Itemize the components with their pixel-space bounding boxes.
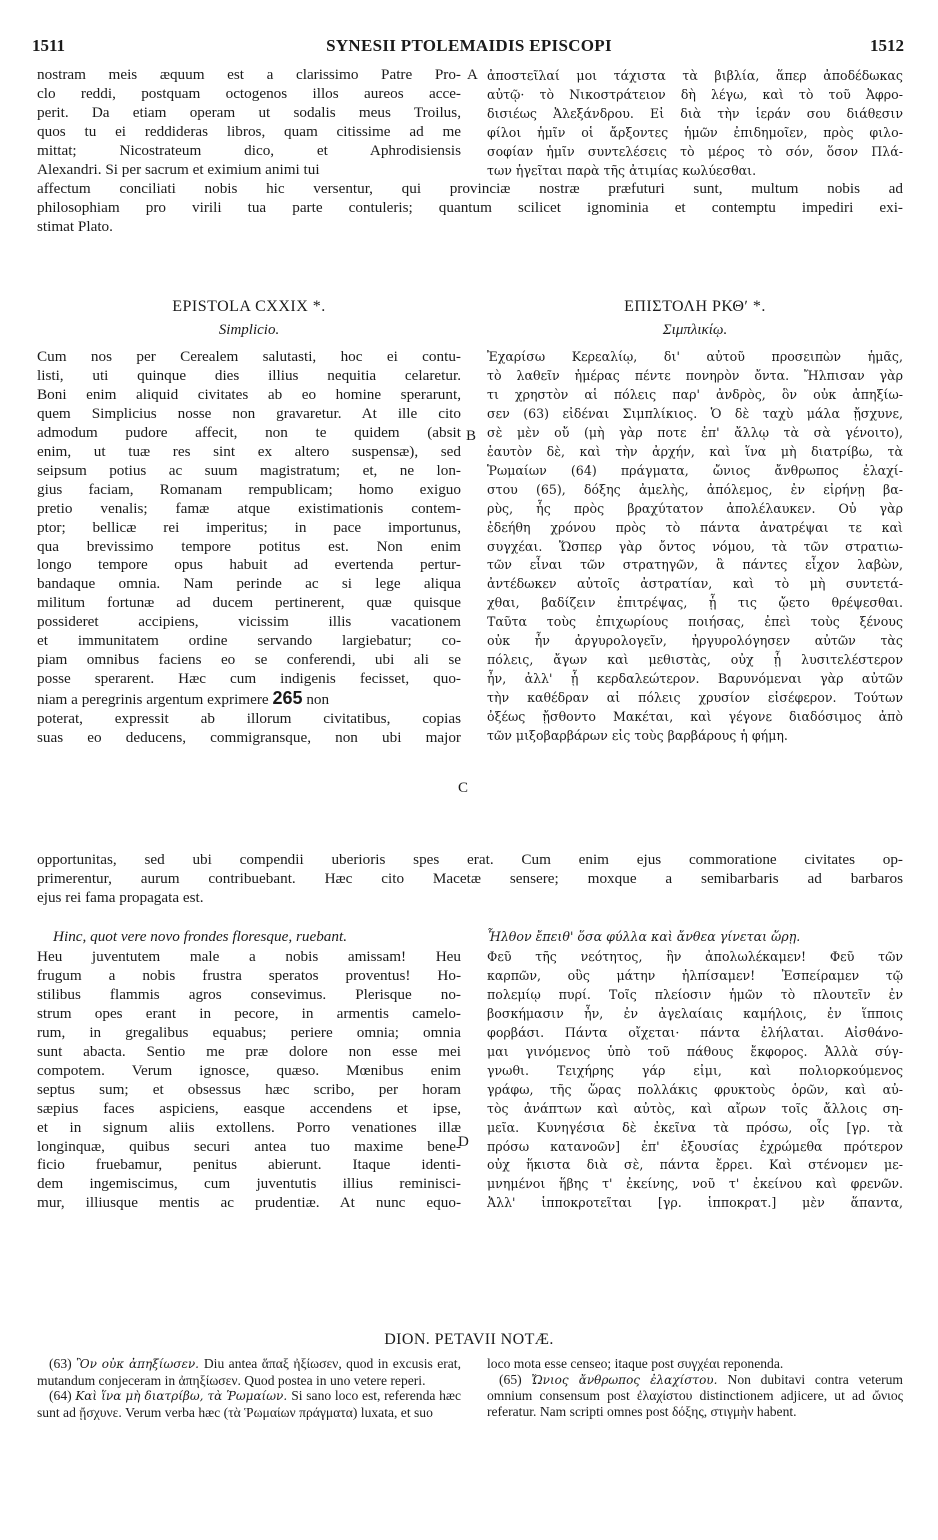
greek-body-line: τὸ λαθεῖν ἡμέρας πέντε πονηρὸν ὄντα. Ἤλπισαν γὰρ <box>487 367 903 383</box>
latin-body-line: piam omnibus faciens eo se conferendi, ubi ali se <box>37 651 461 669</box>
verse-latin: Hinc, quot vere novo frondes floresque, ruebant. <box>53 928 347 945</box>
latin-body-line: listi, uti quinque dies illius nequitia celaretur. <box>37 366 461 384</box>
latin-body-line: ptor; bellicæ rei imperitus; in pace importunus, <box>37 518 461 536</box>
top-greek-column <box>487 67 903 181</box>
greek-body-column <box>487 348 903 746</box>
greek-body-line: ρὺς, ἧς πρὸς βραχύτατον ἀπολέλαυκεν. Οὐ γὰρ <box>487 500 903 516</box>
top-latin-full-width <box>37 180 903 237</box>
epistola-greek-heading: ΕΠΙΣΤΟΛΗ ΡΚΘʹ *. <box>624 298 766 315</box>
running-header <box>0 36 938 60</box>
latin-body-line: quem Simplicius nosse non gravaretur. At ille cito <box>37 404 461 422</box>
latin-body2-line: longinquæ, quibus securi antea tuo maxime bene- <box>37 1137 461 1155</box>
top-greek-line: σοφίαν ἡμῖν συντελέσεις τὸ μέρος τὸ σόν, ὅσον Πλά- <box>487 143 903 159</box>
top-latin-line: mittat; Nicostrateum dico, et Aphrodisiensis <box>37 141 461 159</box>
top-greek-line: αὐτῷ· τὸ Νικοστράτειον δὴ λέγω, καὶ τὸ τοῦ Ἀφρο- <box>487 86 903 102</box>
greek-body-line: τὴν καθέδραν αἱ πόλεις χρυσίον εἰσέφερον. Τούτων <box>487 690 903 706</box>
notes-left-column <box>37 1356 461 1420</box>
greek-body-line: ἐδεήθη χρόνου πρὸς τὸ πάντα ἀνατρέψαι τε καὶ <box>487 519 903 535</box>
greek-body2-line: οὐχ ἥκιστα διὰ σὲ, πάντα ἔρρει. Καὶ στένομεν με- <box>487 1157 903 1173</box>
latin-body2-column <box>37 948 461 1213</box>
latin-body2-line: Heu juventutem male a nobis amissam! Heu <box>37 948 461 965</box>
latin-body2-line: mur, illiusque mentis ac prudentiæ. At nunc equo- <box>37 1194 461 1212</box>
margin-mark-B: B <box>466 428 477 444</box>
greek-body-line: Ταῦτα τοὺς ἐπιχωρίους ποιήσας, ἐπεὶ τοὺς ξένους <box>487 614 903 630</box>
latin-body-line: posse sperarent. Hæc cum indigenis fecisset, quo- <box>37 670 461 688</box>
latin-body2-line: et in signum aliis extollens. Porro venationes illæ <box>37 1118 461 1136</box>
latin-body2-line: sunt abacta. Sentio me præ dolore non esse mei <box>37 1042 461 1060</box>
greek-body-line: στου (65), δόξης ἀμελὴς, ἀπόλεμος, ἐν εἰρήνῃ βα- <box>487 481 903 497</box>
latin-full-middle-line: opportunitas, sed ubi compendii uberioris spes erat. Cum enim ejus commoratione civitates op- <box>37 851 903 868</box>
greek-body-line: σεν (63) εἰδέναι Σιμπλίκιος. Ὁ δὲ ταχὺ μάλα ᾔσχυνε, <box>487 405 903 421</box>
note-text: Non dubitavi contra veterum omnium consensum post ἐλαχίστου distinctionem adjicere, ut ad ὤνιος referatur. Nam scripti omnes post δόξης, στιγμὴν habent. <box>487 1371 903 1419</box>
greek-body2-line: μαι γινόμενος ὑπὸ τοῦ πάθους ἔκφορος. Ἀλλὰ σύγ- <box>487 1043 903 1059</box>
top-latin-line: Alexandri. Si per sacrum et eximium animi tui <box>37 160 320 178</box>
greek-body-line: σὲ μὲν οὔ (μὴ γὰρ ποτε ἐπ' ἄλλῳ τὰ σὰ γένοιτο), <box>487 424 903 440</box>
running-title: SYNESII PTOLEMAIDIS EPISCOPI <box>326 36 612 55</box>
latin-body2-line: ficio fruebamur, penitus abierunt. Itaque identi- <box>37 1156 461 1174</box>
margin-mark-A: A <box>467 67 478 83</box>
latin-body2-line: sæpius faces aspiciens, easque accendens et ipse, <box>37 1099 461 1117</box>
note-text: Diu antea ἅπαξ ἠξίωσεν, quod in excusis erat, mutandum conjeceram in ἀπηξίωσεν. Quod postea in uno vetere reperi. <box>37 1356 461 1388</box>
latin-full-middle-line: primerentur, aurum contribuebant. Hæc cito Macetæ sensere; moxque a semibarbaris ad barbaros <box>37 869 903 887</box>
greek-body-line: τῶν μιξοβαρβάρων εἰς τοὺς βαρβάρους ἡ φήμη. <box>487 728 788 744</box>
latin-body-line: et immunitatem ordine servando largiebatur; co- <box>37 632 461 650</box>
latin-body-line: qua brevissimo tempore potitus est. Non enim <box>37 537 461 555</box>
latin-body-line: seipsum potius ac suum magistratum; et, ne lon- <box>37 461 461 479</box>
greek-body2-line: πρόσω κατανοῶν] ἐπ' ἐξουσίας ἐχρώμεθα πρότερον <box>487 1138 903 1154</box>
greek-body2-line: γράφω, τῆς ὥρας πολλάκις φρυκτοὺς ὁρῶν, καὶ αὐ- <box>487 1081 903 1097</box>
greek-body-line: χθαι, βαδίζειν ἐπιτρέψας, ᾗ τις ᾤετο θρέψεσθαι. <box>487 595 903 611</box>
latin-body2-line: rum, in gregalibus equabus; periere omnia; omnia <box>37 1023 461 1041</box>
latin-body-line: bandaque omnia. Nam perinde ac si lege aliqua <box>37 575 461 593</box>
top-latin-line: perit. Da etiam operam ut sodalis meus Troilus, <box>37 103 461 121</box>
inline-page-number: 265 <box>272 688 303 709</box>
top-greek-line: των ἡγεῖται παρὰ τῆς ἀτιμίας κωλύεσθαι. <box>487 162 757 178</box>
top-greek-line: ἀποστεῖλαί μοι τάχιστα τὰ βιβλία, ἅπερ ἀποδέδωκας <box>487 68 903 83</box>
greek-body-line: Ἐχαρίσω Κερεαλίῳ, δι' αὐτοῦ προσειπὼν ἡμᾶς, <box>487 349 903 364</box>
greek-body-line: ὀξέως ᾔσθοντο Μακέται, καὶ γέγονε διαδόσιμος ἀπὸ <box>487 709 903 725</box>
greek-body2-line: γνωθι. Τειχήρης γάρ εἰμι, καὶ πολιορκούμενος <box>487 1062 903 1078</box>
latin-body-line: longo tempore opus habuit ad evertenda pertur- <box>37 556 461 574</box>
top-greek-line: φίλοι ἡμῖν οἱ ἄρξοντες ἡμῶν ἐπιδημοῖεν, πρὸς φιλο- <box>487 124 903 140</box>
latin-body-line: poterat, expressit ab illorum civitatibus, copias <box>37 710 461 728</box>
note-number: (64) <box>49 1388 76 1403</box>
greek-body-line: ἀντέδωκεν αὐτοῖς ἀστρατίαν, καὶ τὸ μὴ συντετά- <box>487 576 903 592</box>
greek-body2-line: Ἀλλ' ἱπποκροτεῖται [γρ. ἱπποκρατ.] μὲν ἅπαντα, <box>487 1195 903 1211</box>
latin-full-middle-line: ejus rei fama propagata est. <box>37 888 204 906</box>
greek-body-line: ἦν, ἀλλ' ᾗ κερδαλεώτερον. Βαρυνόμεναι γὰρ αὐτῶν <box>487 671 903 687</box>
greek-body2-line: φορβάσι. Πάντα οἴχεται· πάντα ἐλήλαται. Αἰσθάνο- <box>487 1024 903 1040</box>
top-latin-line: clo reddi, postquam octogenos illos aureos acce- <box>37 84 461 102</box>
epistola-greek-addressee: Σιμπλικίῳ. <box>662 322 728 338</box>
latin-body2-line: septus sum; et obsessus hæc scribo, per horam <box>37 1080 461 1098</box>
greek-body2-line: πολεμίῳ πυρί. Τοῖς πλείοσιν ἡμῶν τὸ πλουτεῖν ἐν <box>487 986 903 1002</box>
top-latin-full-line: affectum conciliati nobis hic versentur, qui provinciæ nostræ præfuturi sunt, multum nobis ad <box>37 180 903 197</box>
greek-body-line: συγχέαι. Ὥσπερ γὰρ ὄντος νόμου, τὰ τῶν στρατιω- <box>487 538 903 554</box>
latin-body-line: admodum pudore affecit, non te quidem (absit <box>37 423 461 441</box>
greek-body-line: τι χρηστὸν αἱ πόλεις παρ' ἀνδρὸς, ὃν οὐκ ἀπηξίω- <box>487 386 903 402</box>
latin-body-line: Boni enim aliquid civitates ab eo homine sperarunt, <box>37 385 461 403</box>
greek-body2-line: καρπῶν, οὓς μάτην ἠλπίσαμεν! Ἐσπείραμεν τῷ <box>487 967 903 983</box>
greek-body2-line: τὸς ἀνάπτων καὶ αὐτὸς, καὶ αἴρων τοῖς ἄλλοις ση- <box>487 1100 903 1116</box>
top-latin-line: quos tu ei reddideras libros, quam citissime ad me <box>37 122 461 140</box>
latin-body-line: gius faciam, Romanam rempublicam; homo exiguo <box>37 480 461 498</box>
notes-title: DION. PETAVII NOTÆ. <box>384 1331 554 1348</box>
greek-body2-line: μνημένοι ἥβης τ' ἐκείνης, νοῦ τ' ἐκείνου καὶ φρενῶν. <box>487 1176 903 1192</box>
epistola-latin-addressee: Simplicio. <box>218 322 280 338</box>
top-latin-full-line: philosophiam pro virili tua parte contuleris; quantum scilicet ignominia et contemptu impediri exi- <box>37 198 903 216</box>
greek-body2-line: Φεῦ τῆς νεότητος, ἣν ἀπολωλέκαμεν! Φεῦ τῶν <box>487 949 903 964</box>
note-paragraph <box>487 1372 903 1420</box>
latin-body-column <box>37 348 461 748</box>
greek-body-line: τῶν εἶναι τῶν στρατηγῶν, ἃ πάντες εἶχον λαβὼν, <box>487 557 903 573</box>
note-number: (63) <box>49 1356 77 1371</box>
note-paragraph <box>487 1356 903 1372</box>
note-paragraph <box>37 1356 461 1388</box>
latin-body-line: pretio venalis; famæ atque existimationis contem- <box>37 499 461 517</box>
latin-body-line: suas eo deducens, commigransque, non ubi major <box>37 729 461 747</box>
note-number: (65) <box>499 1371 532 1387</box>
note-paragraph <box>37 1388 461 1420</box>
latin-body2-line: stilibus flammis agros consevimus. Plerisque no- <box>37 985 461 1003</box>
latin-body-line: Cum nos per Cerealem salutasti, hoc ei contu- <box>37 348 461 365</box>
latin-body-line <box>37 689 461 710</box>
note-lemma: Ὃν οὐκ ἀπηξίωσεν. <box>76 1357 204 1371</box>
margin-mark-D: D <box>458 1134 469 1150</box>
latin-body-line: enim, ut tuæ res sint ex altero suspensæ), sed <box>37 442 461 460</box>
page-number-left: 1511 <box>32 36 66 55</box>
note-lemma: Ὤνιος ἄνθρωπος ἐλαχίστου. <box>531 1372 728 1387</box>
greek-body-line: πόλεις, ἄγων καὶ μεθιστὰς, οὐχ ᾗ λυσιτελέστερον <box>487 652 903 668</box>
note-lemma: Καὶ ἵνα μὴ διατρίβω, τὰ Ῥωμαίων. <box>75 1389 292 1403</box>
top-greek-line: δισιέως Ἀλεξάνδρου. Εἰ διὰ τὴν ἱεράν σου διάθεσιν <box>487 105 903 121</box>
greek-body2-column <box>487 948 903 1213</box>
latin-body2-line: strum opes erant in pecore, in armentis camelo- <box>37 1004 461 1022</box>
margin-mark-C: C <box>458 780 469 796</box>
greek-body2-line: μεῖα. Κυνηγέσια δὲ ἐκεῖνα τὰ πρόσω, οἷς [γρ. τὰ <box>487 1119 903 1135</box>
note-text: loco mota esse censeo; itaque post συγχέαι reponenda. <box>487 1356 784 1371</box>
top-latin-full-line: stimat Plato. <box>37 217 113 235</box>
note-text: Si sano loco est, referenda hæc sunt ad ᾔσχυνε. Verum verba hæc (τὰ Ῥωμαίων πράγματα) luxata, et suo <box>37 1388 462 1420</box>
latin-body-line: possideret accipiens, vicissim illis vacationem <box>37 613 461 631</box>
greek-body-line: Ῥωμαίων (64) πράγματα, ὤνιος ἄνθρωπος ἐλαχί- <box>487 462 903 478</box>
greek-body-line: οὐκ ἦν ἀργυρολογεῖν, ἠργυρολόγησεν αὐτῶν τὰς <box>487 633 903 649</box>
latin-line-tail: non <box>302 691 330 709</box>
verse-greek: Ἦλθον ἔπειθ' ὅσα φύλλα καὶ ἄνθεα γίνεται ὥρῃ. <box>487 929 801 944</box>
greek-body2-line: βοσκήμασιν ἦν, ἐν ἀγελαίαις καμήλοις, ἐν ἵπποις <box>487 1005 903 1021</box>
latin-body2-line: compotem. Verum ignosce, quæso. Mœnibus enim <box>37 1061 461 1079</box>
latin-line-text: niam a peregrinis argentum exprimere <box>37 691 273 709</box>
epistola-latin-heading: EPISTOLA CXXIX *. <box>172 298 326 315</box>
latin-body2-line: dem ingemiscimus, cum juventutis illius reminisci- <box>37 1175 461 1193</box>
top-latin-line: nostram meis æquum est a clarissimo Patre Pro- <box>37 66 461 83</box>
top-latin-column <box>37 66 461 180</box>
latin-body-line: militum fortunæ ad ducem pertinerent, quæ quisque <box>37 594 461 612</box>
latin-body2-line: frugum a nobis frustra speratos proventus! Ho- <box>37 966 461 984</box>
notes-right-column <box>487 1356 903 1419</box>
page-number-right: 1512 <box>870 36 904 55</box>
latin-full-width-middle <box>37 851 903 908</box>
greek-body-line: ἑαυτὸν δὲ, καὶ τὴν ἀρχήν, καὶ ἵνα μὴ διατρίβω, τὰ <box>487 443 903 459</box>
